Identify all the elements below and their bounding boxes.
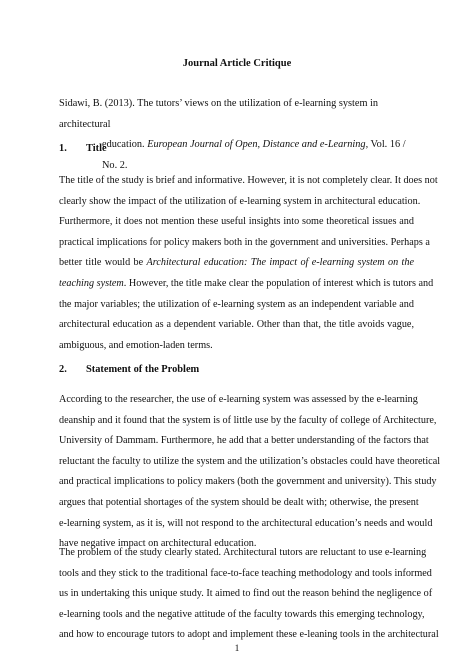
text-segment: better title would be <box>59 257 147 269</box>
text-line: clearly show the impact of the utilization of e-learning system in architectural education. <box>59 195 421 207</box>
citation-journal: European Journal of Open, Distance and e-Learning, <box>147 139 369 150</box>
paragraph-problem-2 <box>59 543 439 646</box>
text-segment: . However, the title make clear the population of interest which is tutors and <box>123 277 434 289</box>
text-line <box>59 274 434 295</box>
paragraph-problem-1 <box>59 390 441 555</box>
text-line: ambiguous, and emotion-laden terms. <box>59 339 213 351</box>
text-line: and practical implications to policy makers (both the government and university). This study <box>59 476 437 488</box>
text-line: e-learning system, as it is, will not respond to the architectural education’s needs and would <box>59 517 433 529</box>
text-line: architectural education as a dependent variable. Other than that, the title avoids vague, <box>59 319 414 331</box>
section-heading-title <box>59 143 107 154</box>
text-line: The problem of the study clearly stated. Architectural tutors are reluctant to use e-learning <box>59 547 427 558</box>
section-heading-text: Title <box>86 143 107 154</box>
citation-line-2 <box>59 135 412 176</box>
paragraph-title-critique <box>59 171 438 356</box>
section-number: 2. <box>59 364 67 375</box>
text-line: The title of the study is brief and informative. However, it is not completely clear. It does not <box>59 175 438 186</box>
text-line: and how to encourage tutors to adopt and implement these e-leaning tools in the architectural <box>59 629 439 641</box>
citation-line-1: Sidawi, B. (2013). The tutors’ views on the utilization of e-learning system in architectural <box>59 98 379 130</box>
text-line: Furthermore, it does not mention these useful insights into some theoretical issues and <box>59 216 414 228</box>
page-number: 1 <box>234 644 240 654</box>
text-line: deanship and it found that the system is of little use by the faculty of college of Architecture, <box>59 414 437 426</box>
text-line: argues that potential shortages of the system should be dealt with; otherwise, the present <box>59 496 419 508</box>
text-line: University of Dammam. Furthermore, he add that a better understanding of the factors that <box>59 435 429 447</box>
text-line: us in undertaking this unique study. It aimed to find out the reason behind the negligence of <box>59 588 433 600</box>
text-line <box>59 253 414 274</box>
text-line: the major variables; the utilization of e-learning system as an independent variable and <box>59 298 414 310</box>
section-number: 1. <box>59 143 67 154</box>
citation <box>59 94 412 176</box>
citation-line-2-prefix: education. <box>102 139 148 150</box>
text-line: practical implications for policy makers both in the government and universities. Perhaps a <box>59 236 430 248</box>
document-title: Journal Article Critique <box>182 58 292 69</box>
text-line: According to the researcher, the use of e-learning system was assessed by the e-learning <box>59 394 418 405</box>
text-line: have negative impact on architectural education. <box>59 538 257 550</box>
text-line: tools and they stick to the traditional face-to-face teaching methodology and tools informed <box>59 567 432 579</box>
citation-line-2-suffix: Vol. 16 / No. 2. <box>102 139 406 171</box>
text-line: e-learning tools and the negative attitude of the faculty towards this emerging technology, <box>59 608 425 620</box>
text-line: reluctant the faculty to utilize the system and the utilization’s obstacles could have theoretical <box>59 455 441 467</box>
italic-text: teaching system <box>59 277 124 289</box>
section-heading-text: Statement of the Problem <box>86 364 200 375</box>
section-heading-problem <box>59 364 199 375</box>
italic-text: Architectural education: The impact of e-learning system on the <box>146 257 415 269</box>
